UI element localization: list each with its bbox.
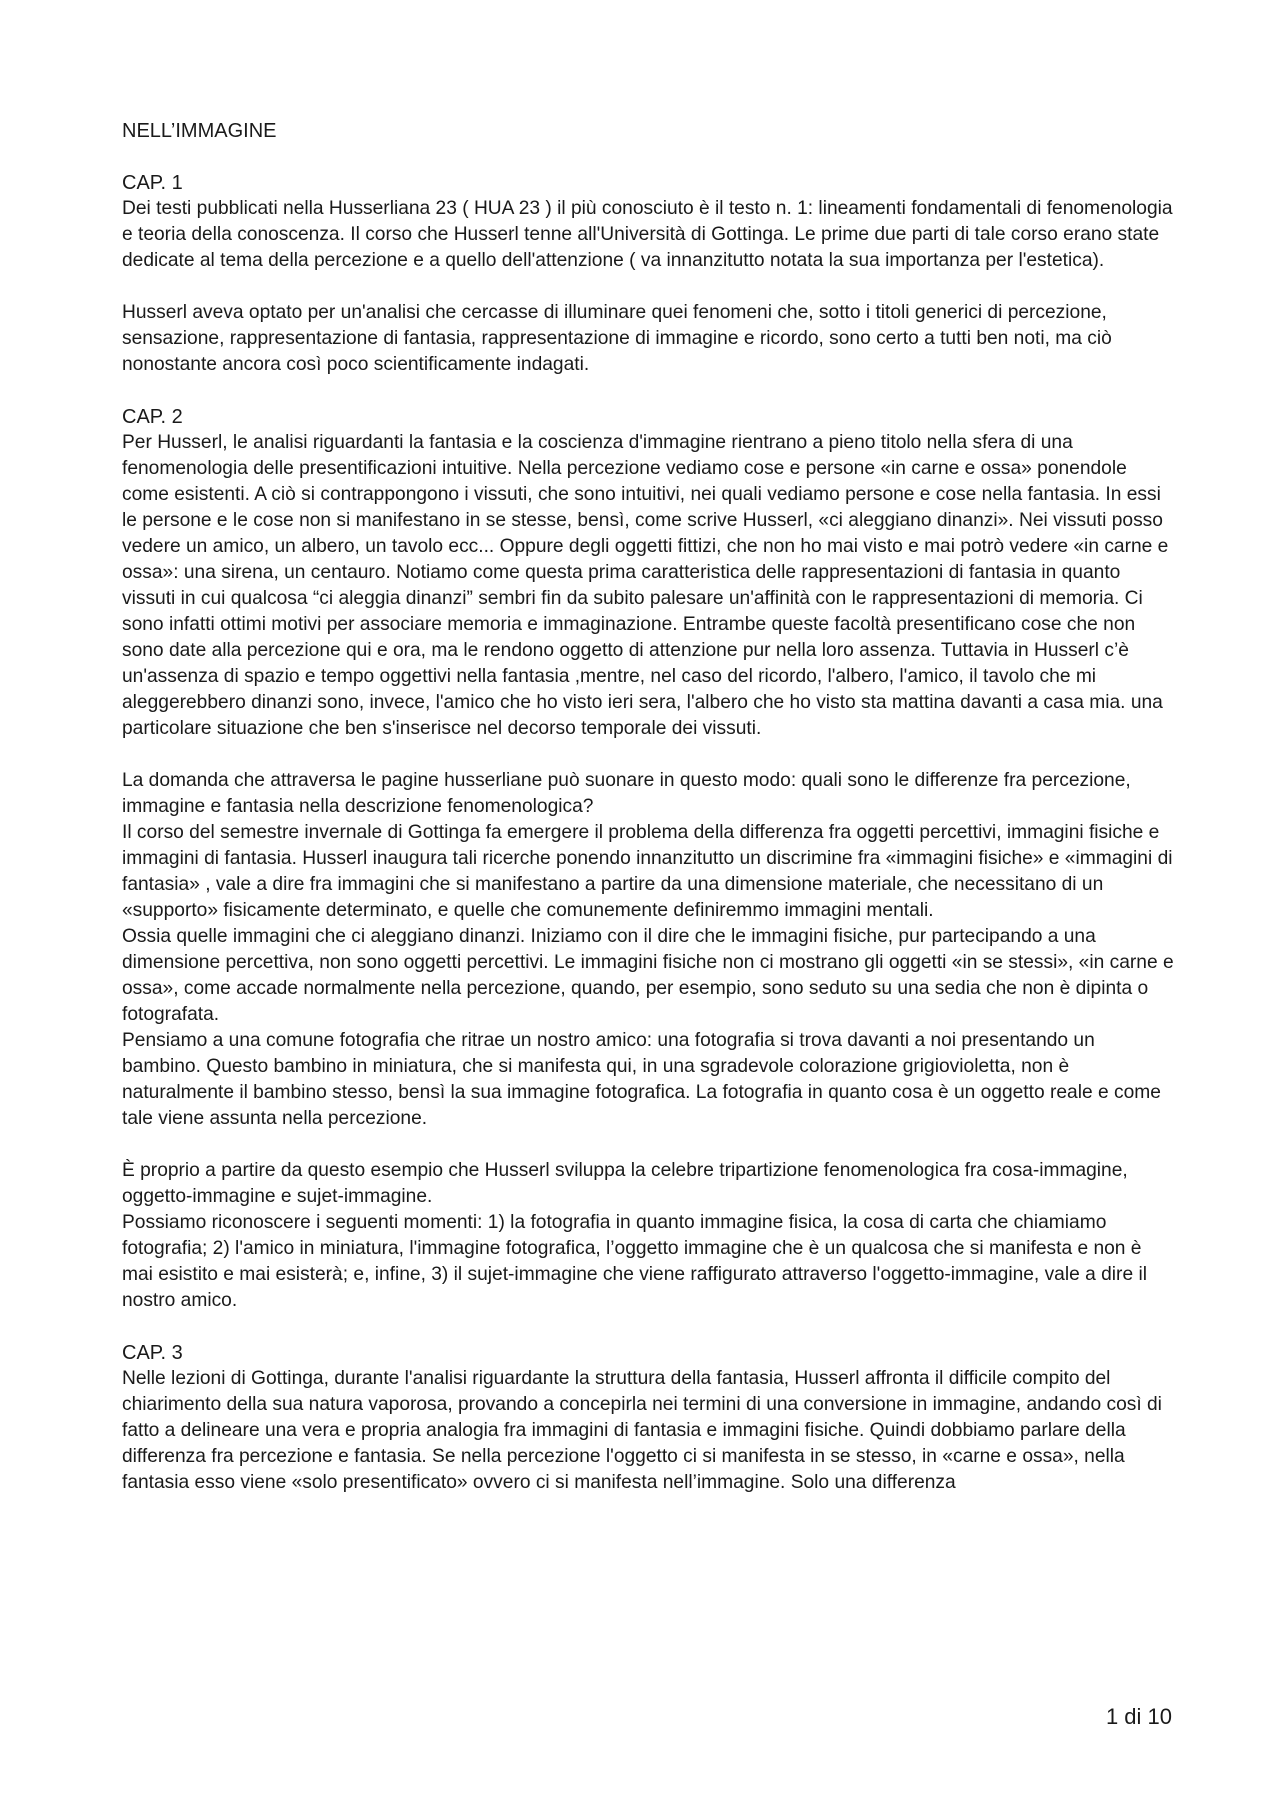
paragraph: La domanda che attraversa le pagine husserliane può suonare in questo modo: quali sono le differenze fra percezione, immagine e fantasia nella descrizione fenomenologica? Il corso del semestre invernale di Gottinga fa emergere il problema della differenza fra oggetti percettivi, immagini fisiche e immagini di fantasia. Husserl inaugura tali ricerche ponendo innanzitutto un discrimine fra «immagini fisiche» e «immagini di fantasia» , vale a dire fra immagini che si manifestano a partire da una dimensione materiale, che necessitano di un «supporto» fisicamente determinato, e quelle che comunemente definiremmo immagini mentali. Ossia quelle immagini che ci aleggiano dinanzi. Iniziamo con il dire che le immagini fisiche, pur partecipando a una dimensione percettiva, non sono oggetti percettivi. Le immagini fisiche non ci mostrano gli oggetti «in se stessi», «in carne e ossa», come accade normalmente nella percezione, quando, per esempio, sono seduto su una sedia che non è dipinta o fotografata. Pensiamo a una comune fotografia che ritrae un nostro amico: una fotografia si trova davanti a noi presentando un bambino. Questo bambino in miniatura, che si manifesta qui, in una sgradevole colorazione grigiovioletta, non è naturalmente il bambino stesso, bensì la sua immagine fotografica. La fotografia in quanto cosa è un oggetto reale e come tale viene assunta nella percezione. bbox=[122, 770, 1174, 1129]
page-number: 1 di 10 bbox=[1105, 1704, 1172, 1729]
document-page bbox=[122, 118, 1174, 1522]
paragraph: Nelle lezioni di Gottinga, durante l'analisi riguardante la struttura della fantasia, Husserl affronta il difficile compito del chiarimento della sua natura vaporosa, provando a concepirla nei termini di una conversione in immagine, andando così di fatto a delineare una vera e propria analogia fra immagini di fantasia e immagini fisiche. Quindi dobbiamo parlare della differenza fra percezione e fantasia. Se nella percezione l'oggetto ci si manifesta in se stesso, in «carne e ossa», nella fantasia esso viene «solo presentificato» ovvero ci si manifesta nell’immagine. Solo una differenza bbox=[122, 1368, 1162, 1493]
chapter-3 bbox=[122, 1340, 1174, 1496]
paragraph: Husserl aveva optato per un'analisi che cercasse di illuminare quei fenomeni che, sotto i titoli generici di percezione, sensazione, rappresentazione di fantasia, rappresentazione di immagine e ricordo, sono certo a tutti ben noti, ma ciò nonostante ancora così poco scientificamente indagati. bbox=[122, 302, 1112, 375]
paragraph: Per Husserl, le analisi riguardanti la fantasia e la coscienza d'immagine rientrano a pieno titolo nella sfera di una fenomenologia delle presentificazioni intuitive. Nella percezione vediamo cose e persone «in carne e ossa» ponendole come esistenti. A ciò si contrappongono i vissuti, che sono intuitivi, nei quali vediamo persone e cose nella fantasia. In essi le persone e le cose non si manifestano in se stesse, bensì, come scrive Husserl, «ci aleggiano dinanzi». Nei vissuti posso vedere un amico, un albero, un tavolo ecc... Oppure degli oggetti fittizi, che non ho mai visto e mai potrò vedere «in carne e ossa»: una sirena, un centauro. Notiamo come questa prima caratteristica delle rappresentazioni di fantasia in quanto vissuti in cui qualcosa “ci aleggia dinanzi” sembri fin da subito palesare un'affinità con le rappresentazioni di memoria. Ci sono infatti ottimi motivi per associare memoria e immaginazione. Entrambe queste facoltà presentificano cose che non sono date alla percezione qui e ora, ma le rendono oggetto di attenzione pur nella loro assenza. Tuttavia in Husserl c’è un'assenza di spazio e tempo oggettivi nella fantasia ,mentre, nel caso del ricordo, l'albero, l'amico, il tavolo che mi aleggerebbero dinanzi sono, invece, l'amico che ho visto ieri sera, l'albero che ho visto sta mattina davanti a casa mia. una particolare situazione che ben s'inserisce nel decorso temporale dei vissuti. bbox=[122, 432, 1169, 739]
chapter-heading: CAP. 3 bbox=[122, 1342, 183, 1364]
chapter-1 bbox=[122, 170, 1174, 378]
paragraph: È proprio a partire da questo esempio che Husserl sviluppa la celebre tripartizione fenomenologica fra cosa-immagine, oggetto-immagine e sujet-immagine. Possiamo riconoscere i seguenti momenti: 1) la fotografia in quanto immagine fisica, la cosa di carta che chiamiamo fotografia; 2) l'amico in miniatura, l'immagine fotografica, l’oggetto immagine che è un qualcosa che si manifesta e non è mai esistito e mai esisterà; e, infine, 3) il sujet-immagine che viene raffigurato attraverso l'oggetto-immagine, vale a dire il nostro amico. bbox=[122, 1160, 1147, 1311]
document-title: NELL’IMMAGINE bbox=[122, 120, 277, 142]
chapter-2 bbox=[122, 404, 1174, 1314]
chapter-heading: CAP. 2 bbox=[122, 406, 183, 428]
chapter-heading: CAP. 1 bbox=[122, 172, 183, 194]
paragraph: Dei testi pubblicati nella Husserliana 23 ( HUA 23 ) il più conosciuto è il testo n. 1: lineamenti fondamentali di fenomenologia e teoria della conoscenza. Il corso che Husserl tenne all'Università di Gottinga. Le prime due parti di tale corso erano state dedicate al tema della percezione e a quello dell'attenzione ( va innanzitutto notata la sua importanza per l'estetica). bbox=[122, 198, 1173, 271]
